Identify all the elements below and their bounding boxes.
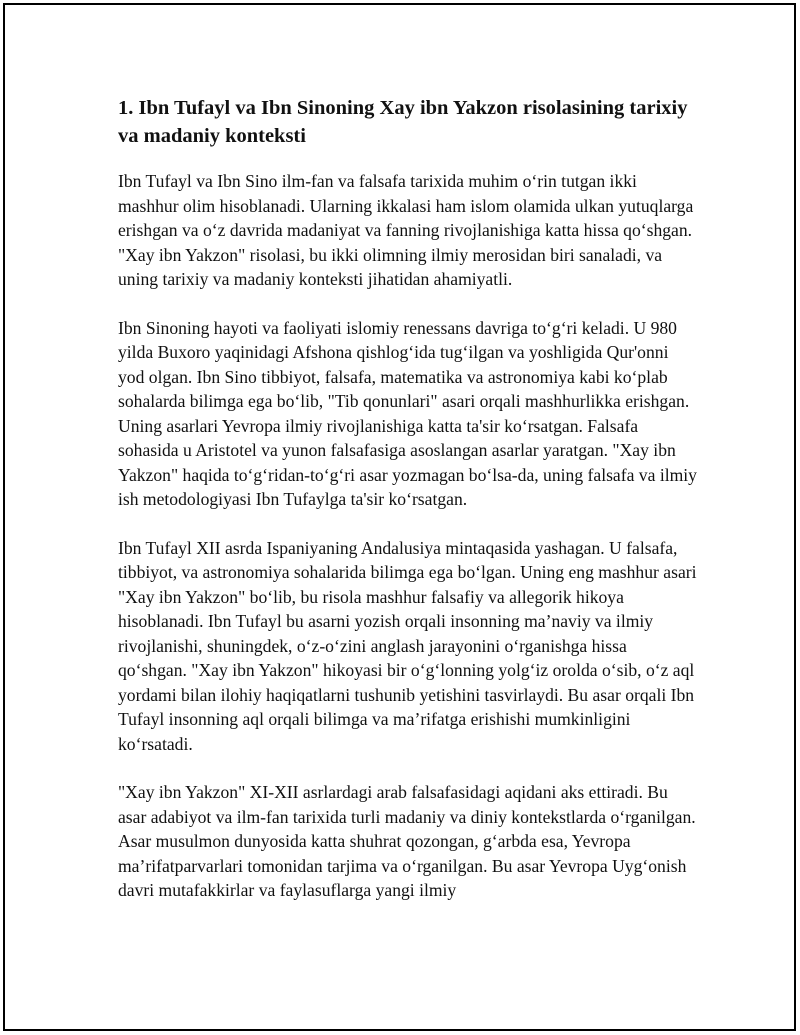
paragraph-ibn-sino: Ibn Sinoning hayoti va faoliyati islomiy renessans davriga to‘g‘ri keladi. U 980 yilda Buxoro yaqinidagi Afshona qishlog‘ida tug‘ilgan va yoshligida Qur'onni yod olgan. Ibn Sino tibbiyot, falsafa, matematika va astronomiya kabi ko‘plab sohalarda bilimga ega bo‘lib, "Tib qonunlari" asari orqali mashhurlikka erishgan. Uning asarlari Yevropa ilmiy rivojlanishiga katta ta'sir ko‘rsatgan. Falsafa sohasida u Aristotel va yunon falsafasiga asoslangan asarlar yaratgan. "Xay ibn Yakzon" haqida to‘g‘ridan-to‘g‘ri asar yozmagan bo‘lsa-da, uning falsafa va ilmiy ish metodologiyasi Ibn Tufaylga ta'sir ko‘rsatgan. bbox=[118, 317, 697, 509]
paragraph-xay-ibn-yakzon: "Xay ibn Yakzon" XI-XII asrlardagi arab falsafasidagi aqidani aks ettiradi. Bu asar adabiyot va ilm-fan tarixida turli madaniy va diniy kontekstlarda o‘rganilgan. Asar musulmon dunyosida katta shuhrat qozongan, g‘arbda esa, Yevropa ma’rifatparvarlari tomonidan tarjima va o‘rganilgan. Bu asar Yevropa Uyg‘onish davri mutafakkirlar va faylasuflarga yangi ilmiy bbox=[118, 782, 696, 900]
paragraph-ibn-tufayl: Ibn Tufayl XII asrda Ispaniyaning Andalusiya mintaqasida yashagan. U falsafa, tibbiyot, va astronomiya sohalarida bilimga ega bo‘lgan. Uning eng mashhur asari "Xay ibn Yakzon" bo‘lib, bu risola mashhur falsafiy va allegorik hikoya hisoblanadi. Ibn Tufayl bu asarni yozish orqali insonning ma’naviy va ilmiy rivojlanishi, shuningdek, o‘z-o‘zini anglash jarayonini o‘rganishga hissa qo‘shgan. "Xay ibn Yakzon" hikoyasi bir o‘g‘lonning yolg‘iz orolda o‘sib, o‘z aql yordami bilan ilohiy haqiqatlarni tushunib yetishini tasvirlaydi. Bu asar orqali Ibn Tufayl insonning aql orqali bilimga va ma’rifatga erishishi mumkinligini ko‘rsatadi. bbox=[118, 537, 697, 754]
paragraph-intro: Ibn Tufayl va Ibn Sino ilm-fan va falsafa tarixida muhim o‘rin tutgan ikki mashhur olim hisoblanadi. Ularning ikkalasi ham islom olamida ulkan yutuqlarga erishgan va o‘z davrida madaniyat va fanning rivojlanishiga katta hissa qo‘shgan. "Xay ibn Yakzon" risolasi, bu ikki olimning ilmiy merosidan biri sanaladi, va uning tarixiy va madaniy konteksti jihatidan ahamiyatli. bbox=[118, 171, 694, 289]
document-body bbox=[118, 94, 698, 927]
section-heading: 1. Ibn Tufayl va Ibn Sinoning Xay ibn Yakzon risolasining tarixiy va madaniy konteksti bbox=[118, 97, 688, 147]
